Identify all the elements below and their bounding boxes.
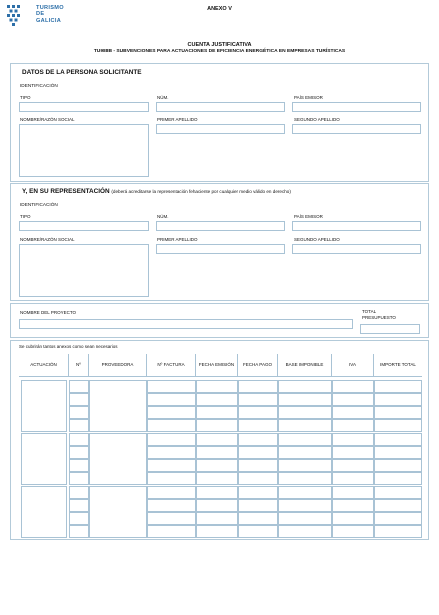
table-cell[interactable] [332,459,374,472]
table-header-divider [19,376,422,377]
table-cell[interactable] [332,419,374,432]
logo-line-3: GALICIA [36,17,62,24]
table-cell[interactable] [332,380,374,393]
table-cell[interactable] [238,433,278,446]
table-cell[interactable] [196,459,238,472]
table-cell[interactable] [69,459,89,472]
proveedora-cell[interactable] [89,486,147,538]
document-title: CUENTA JUSTIFICATIVA [187,42,252,48]
representacion-num-field[interactable] [156,221,285,231]
solicitante-pais-label: PAÍS EMISOR [294,95,323,100]
table-cell[interactable] [374,512,422,525]
table-cell[interactable] [332,406,374,419]
solicitante-num-field[interactable] [156,102,285,112]
representacion-segundo-apellido-field[interactable] [292,244,421,254]
table-cell[interactable] [69,433,89,446]
table-cell[interactable] [69,406,89,419]
table-cell[interactable] [196,512,238,525]
table-cell[interactable] [278,380,332,393]
table-cell[interactable] [278,512,332,525]
table-cell[interactable] [196,499,238,512]
table-cell[interactable] [196,472,238,485]
table-cell[interactable] [374,393,422,406]
table-cell[interactable] [196,393,238,406]
table-cell[interactable] [238,499,278,512]
solicitante-primer-apellido-field[interactable] [156,124,285,134]
table-cell[interactable] [278,419,332,432]
solicitante-tipo-label: TIPO [20,95,31,100]
table-cell[interactable] [278,472,332,485]
table-header-8: IMPORTE TOTAL [380,362,416,368]
table-cell[interactable] [196,380,238,393]
table-cell[interactable] [332,525,374,538]
solicitante-primer-apellido-label: PRIMER APELLIDO [157,117,198,122]
actuacion-cell[interactable] [21,486,67,538]
table-cell[interactable] [69,380,89,393]
table-cell[interactable] [147,419,196,432]
table-cell[interactable] [332,393,374,406]
table-cell[interactable] [196,525,238,538]
table-cell[interactable] [374,486,422,499]
table-cell[interactable] [374,433,422,446]
total-label-line2: PRESUPUESTO [362,315,396,320]
representacion-nombre-field[interactable] [19,244,149,297]
table-cell[interactable] [374,446,422,459]
representacion-tipo-field[interactable] [19,221,149,231]
table-cell[interactable] [196,433,238,446]
table-cell[interactable] [196,419,238,432]
table-cell[interactable] [196,486,238,499]
solicitante-num-label: NÚM. [157,95,169,100]
proveedora-cell[interactable] [89,433,147,485]
table-cell[interactable] [147,512,196,525]
table-cell[interactable] [332,433,374,446]
table-cell[interactable] [374,525,422,538]
representacion-note: (deberá acreditarse la representación fehaciente por cualquier medio válido en derecho) [111,189,291,194]
solicitante-nombre-label: NOMBRE/RAZÓN SOCIAL [20,117,75,122]
actuacion-cell[interactable] [21,380,67,432]
table-note: Se cubrirán tantos anexos como sean necesarios [19,344,118,349]
representacion-primer-apellido-label: PRIMER APELLIDO [157,237,198,242]
table-cell[interactable] [278,406,332,419]
document-subtitle: TU988B - SUBVENCIONES PARA ACTUACIONES DE EFICIENCIA ENERGÉTICA EN EMPRESAS TURÍSTICAS [93,49,346,54]
table-cell[interactable] [238,406,278,419]
table-cell[interactable] [332,512,374,525]
table-cell[interactable] [147,446,196,459]
table-cell[interactable] [238,393,278,406]
table-cell[interactable] [147,459,196,472]
representacion-segundo-apellido-label: SEGUNDO APELLIDO [294,237,340,242]
table-cell[interactable] [147,406,196,419]
solicitante-tipo-field[interactable] [19,102,149,112]
table-cell[interactable] [69,512,89,525]
table-cell[interactable] [332,446,374,459]
table-cell[interactable] [278,433,332,446]
total-presupuesto-field[interactable] [360,324,420,334]
table-cell[interactable] [238,525,278,538]
representacion-pais-label: PAÍS EMISOR [294,214,323,219]
table-header-5: FECHA PAGO [238,354,278,376]
table-header-6: BASE IMPONIBLE [278,354,332,376]
solicitante-nombre-field[interactable] [19,124,149,177]
table-cell[interactable] [238,472,278,485]
table-cell[interactable] [278,486,332,499]
table-cell[interactable] [147,499,196,512]
proyecto-section [10,303,429,338]
solicitante-identificacion: IDENTIFICACIÓN [20,83,58,88]
table-cell[interactable] [196,446,238,459]
table-cell[interactable] [69,525,89,538]
solicitante-title: DATOS DE LA PERSONA SOLICITANTE [22,69,142,76]
table-cell[interactable] [147,433,196,446]
representacion-num-label: NÚM. [157,214,169,219]
table-cell[interactable] [374,406,422,419]
table-header-3: Nº FACTURA [147,354,196,376]
table-cell[interactable] [69,419,89,432]
table-cell[interactable] [374,459,422,472]
table-cell[interactable] [278,525,332,538]
table-cell[interactable] [147,486,196,499]
table-cell[interactable] [332,499,374,512]
table-cell[interactable] [196,406,238,419]
solicitante-segundo-apellido-field[interactable] [292,124,421,134]
anexo-label: ANEXO V [207,6,232,12]
justificacion-table-section [10,340,429,540]
table-cell[interactable] [69,499,89,512]
representacion-primer-apellido-field[interactable] [156,244,285,254]
table-cell[interactable] [374,380,422,393]
logo-line-1: TURISMO [36,5,64,11]
solicitante-pais-field[interactable] [292,102,421,112]
table-cell[interactable] [69,393,89,406]
table-header-7: IVA [332,354,374,376]
table-cell[interactable] [147,393,196,406]
representacion-tipo-label: TIPO [20,214,31,219]
table-cell[interactable] [332,472,374,485]
table-cell[interactable] [238,459,278,472]
table-cell[interactable] [278,393,332,406]
total-label-line1: TOTAL [362,309,377,314]
representacion-title [22,188,291,195]
total-presupuesto-label [362,309,396,321]
table-cell[interactable] [69,446,89,459]
representacion-identificacion: IDENTIFICACIÓN [20,202,58,207]
table-cell[interactable] [238,512,278,525]
solicitante-section [10,63,429,182]
table-cell[interactable] [374,499,422,512]
representacion-pais-field[interactable] [292,221,421,231]
table-cell[interactable] [278,446,332,459]
proyecto-nombre-field[interactable] [19,319,353,329]
table-cell[interactable] [147,525,196,538]
table-cell[interactable] [69,486,89,499]
table-cell[interactable] [238,380,278,393]
representacion-title-text: Y, EN SU REPRESENTACIÓN [22,188,110,195]
table-cell[interactable] [147,380,196,393]
table-cell[interactable] [374,419,422,432]
justificacion-table [19,354,422,537]
proyecto-nombre-label: NOMBRE DEL PROYECTO [20,310,77,315]
table-cell[interactable] [332,486,374,499]
table-cell[interactable] [147,472,196,485]
table-cell[interactable] [278,459,332,472]
actuacion-cell[interactable] [21,433,67,485]
table-cell[interactable] [69,472,89,485]
table-cell[interactable] [238,486,278,499]
representacion-nombre-label: NOMBRE/RAZÓN SOCIAL [20,237,75,242]
table-header-2: PROVEEDORA [89,354,147,376]
table-header-0: ACTUACIÓN [19,354,69,376]
table-cell[interactable] [238,446,278,459]
table-header-4: FECHA EMISIÓN [196,354,238,376]
representacion-section [10,183,429,301]
proveedora-cell[interactable] [89,380,147,432]
solicitante-segundo-apellido-label: SEGUNDO APELLIDO [294,117,340,122]
table-cell[interactable] [238,419,278,432]
table-cell[interactable] [374,472,422,485]
table-cell[interactable] [278,499,332,512]
logo-line-2: DE [36,11,45,18]
table-header-1: Nº [69,354,89,376]
